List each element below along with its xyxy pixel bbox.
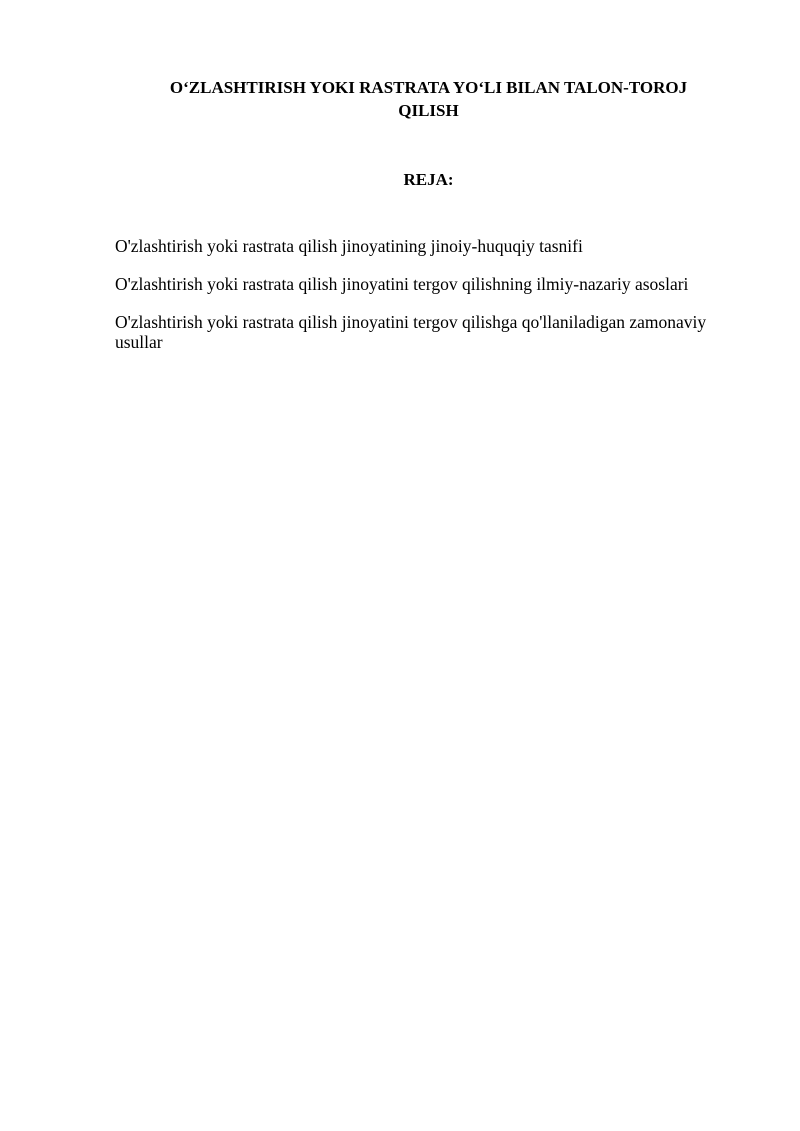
- plan-item: O'zlashtirish yoki rastrata qilish jinoyatini tergov qilishning ilmiy-nazariy asoslari: [115, 274, 689, 294]
- document-title-line-2: QILISH: [398, 101, 459, 120]
- plan-heading: REJA:: [403, 170, 454, 189]
- plan-list: [115, 236, 755, 370]
- plan-item: O'zlashtirish yoki rastrata qilish jinoyatining jinoiy-huquqiy tasnifi: [115, 236, 583, 256]
- plan-item: O'zlashtirish yoki rastrata qilish jinoyatini tergov qilishga qo'llaniladigan zamonaviy usullar: [115, 312, 707, 352]
- document-title-line-1: O‘ZLASHTIRISH YOKI RASTRATA YO‘LI BILAN TALON-TOROJ: [169, 78, 688, 97]
- document-title: [115, 76, 742, 122]
